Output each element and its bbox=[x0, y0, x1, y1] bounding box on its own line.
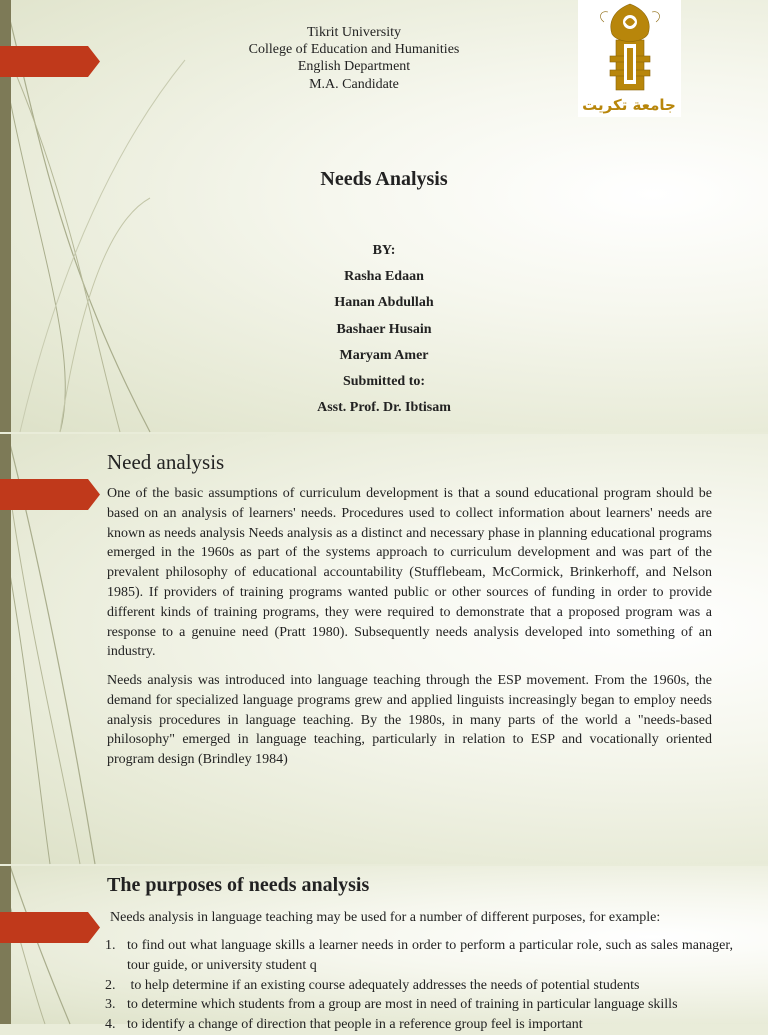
item-text: to determine which students from a group are most in need of training in particular language skills bbox=[127, 997, 678, 1013]
by-label: BY: bbox=[372, 243, 396, 258]
accent-tab bbox=[0, 912, 100, 943]
title-slide bbox=[0, 0, 768, 432]
list-item bbox=[105, 995, 733, 1015]
paragraph: Needs analysis was introduced into language teaching through the ESP movement. From the 1960s, the demand for specialized language programs grew and applied linguists increasingly began to employ needs analysis procedures in language teaching. By the 1980s, in many parts of the world a "needs-based philosophy" emerged in language teaching, particularly in relation to ESP and vocationally oriented program design (Brindley 1984) bbox=[107, 673, 712, 768]
author-name: Maryam Amer bbox=[339, 347, 429, 363]
purposes-list bbox=[105, 936, 733, 1035]
section-heading: Need analysis bbox=[107, 450, 225, 474]
author-name: Hanan Abdullah bbox=[334, 295, 434, 311]
supervisor-name: Asst. Prof. Dr. Ibtisam bbox=[317, 400, 451, 416]
department-name: English Department bbox=[297, 59, 411, 75]
section-heading: The purposes of needs analysis bbox=[107, 874, 370, 896]
item-number: 3. bbox=[105, 997, 116, 1013]
need-analysis-slide bbox=[0, 434, 768, 864]
university-name: Tikrit University bbox=[307, 25, 401, 40]
presentation-title: Needs Analysis bbox=[320, 168, 448, 190]
paragraph: One of the basic assumptions of curriculum development is that a sound educational program should be based on an analysis of learners' needs. Procedures used to collect information about learners' needs are known as needs analysis Needs analysis as a distinct and necessary phase in planning educational programs emerged in the 1960s as part of the systems approach to curriculum development and was part of the prevalent philosophy of educational accountability (Stufflebeam, McCormick, Brinkerhoff, and Nelson 1985). If providers of training programs wanted public or other sources of funding in order to provide different kinds of training programs, they were required to demonstrate that a proposed program was a response to a genuine need (Pratt 1980). Subsequently needs analysis developed into something of an industry. bbox=[107, 486, 712, 660]
intro-text: Needs analysis in language teaching may be used for a number of different purposes, for example: bbox=[110, 910, 661, 925]
item-number: 4. bbox=[105, 1017, 116, 1033]
item-text: to help determine if an existing course adequately addresses the needs of potential students bbox=[127, 977, 640, 993]
candidate-label: M.A. Candidate bbox=[309, 76, 399, 92]
item-text: to identify a change of direction that people in a reference group feel is important bbox=[127, 1017, 583, 1033]
tikrit-university-logo-icon bbox=[578, 0, 681, 117]
item-number: 1. bbox=[105, 938, 116, 953]
accent-tab bbox=[0, 479, 100, 510]
list-item bbox=[105, 936, 733, 976]
list-item bbox=[105, 976, 733, 996]
svg-text:جامعة تكريت: جامعة تكريت bbox=[582, 96, 676, 114]
side-bar bbox=[0, 866, 11, 1024]
author-name: Bashaer Husain bbox=[336, 321, 432, 337]
author-name: Rasha Edaan bbox=[344, 269, 424, 285]
submitted-label: Submitted to: bbox=[342, 374, 426, 390]
college-name: College of Education and Humanities bbox=[248, 42, 460, 58]
list-item bbox=[105, 1015, 733, 1035]
byline-block bbox=[0, 238, 768, 421]
item-number: 2. bbox=[105, 977, 116, 993]
item-text: to find out what language skills a learner needs in order to perform a particular role, such as sales manager, tour guide, or university student q bbox=[127, 938, 733, 973]
purposes-slide bbox=[0, 866, 768, 1033]
